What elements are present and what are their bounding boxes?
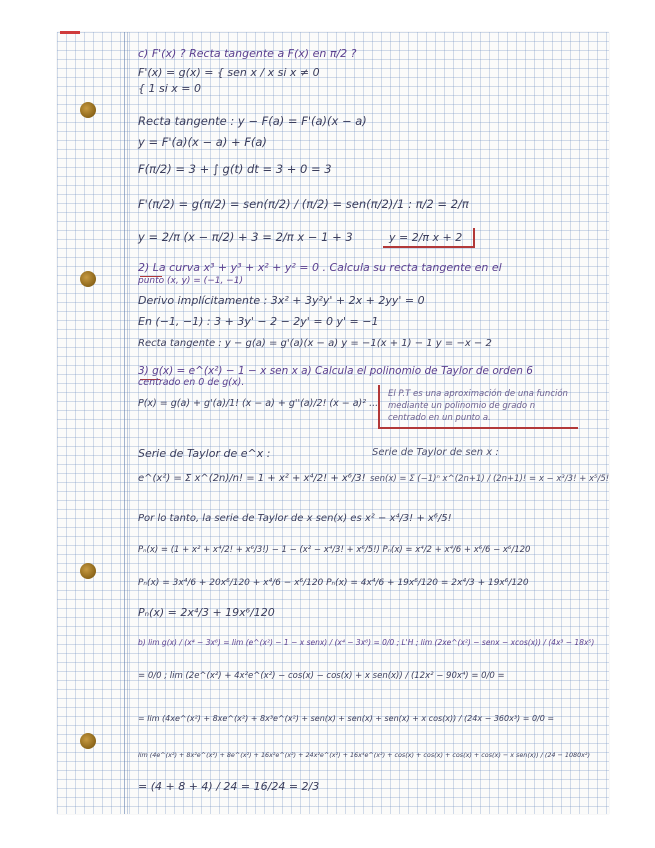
- line-limit-1: b) lim g(x) / (x⁴ − 3x⁶) = lim (e^(x²) − 1 − x senx) / (x⁴ − 3x⁶) = 0/0 ; L'H ; lim (2xe^(x²) − senx − xcos(x)) / (4x³ − 18x⁵): [138, 638, 595, 647]
- line-implicit-derivative: Derivo implícitamente : 3x² + 3y²y' + 2x + 2yy' = 0: [138, 294, 425, 307]
- side-series-formula: sen(x) = Σ (−1)ⁿ x^(2n+1) / (2n+1)! = x − x³/3! + x⁵/5!: [370, 474, 610, 484]
- line-taylor-ex-title: Serie de Taylor de e^x :: [138, 447, 271, 460]
- line-c-heading: c) F'(x) ? Recta tangente a F(x) en π/2 ?: [138, 47, 357, 60]
- binder-hole-3: [80, 563, 96, 579]
- page-corner-accent: [60, 31, 80, 34]
- side-note-definition: El P.T es una aproximación de una función mediante un polinomio de grado n centrado en un punto a.: [378, 385, 578, 429]
- binder-hole-4: [80, 733, 96, 749]
- line-limit-3: = lim (4xe^(x²) + 8xe^(x²) + 8x³e^(x²) + sen(x) + sen(x) + sen(x) + x cos(x)) / (24x − 360x³) = 0/0 =: [138, 714, 555, 723]
- line-tangent-formula: Recta tangente : y − F(a) = F'(a)(x − a): [138, 114, 367, 128]
- binder-hole-1: [80, 102, 96, 118]
- line-limit-result: = (4 + 8 + 4) / 24 = 16/24 = 2/3: [138, 780, 320, 793]
- line-F-value: F(π/2) = 3 + ∫ g(t) dt = 3 + 0 = 3: [138, 162, 332, 176]
- line-taylor-ex-series: e^(x²) = Σ x^(2n)/n! = 1 + x² + x⁴/2! + x⁶/3!: [138, 473, 366, 484]
- line-tangent-rearranged: y = F'(a)(x − a) + F(a): [138, 135, 267, 149]
- line-limit-4: lim (4e^(x²) + 8x²e^(x²) + 8e^(x²) + 16x²e^(x²) + 24x²e^(x²) + 16x⁴e^(x²) + cos(x) + cos(x) + cos(x) + cos(x) − x sen(x)) / (24 − 1080x²): [138, 751, 590, 759]
- line-tangent-line-2: Recta tangente : y − g(a) = g'(a)(x − a) y = −1(x + 1) − 1 y = −x − 2: [138, 338, 492, 349]
- side-series-title: Serie de Taylor de sen x :: [372, 447, 499, 458]
- line-polynomial-step-1: Pₙ(x) = (1 + x² + x⁴/2! + x⁶/3!) − 1 − (x² − x⁴/3! + x⁶/5!) Pₙ(x) = x⁴/2 + x⁴/6 + x⁶/6 − x⁶/120: [138, 545, 531, 555]
- line-polynomial-result: Pₙ(x) = 2x⁴/3 + 19x⁶/120: [138, 606, 275, 619]
- line-tangent-result: y = 2/π (x − π/2) + 3 = 2/π x − 1 + 3: [138, 230, 353, 244]
- margin-line: [124, 32, 125, 814]
- line-problem-3-cont: centrado en 0 de g(x).: [138, 377, 245, 388]
- line-limit-2: = 0/0 ; lim (2e^(x²) + 4x²e^(x²) − cos(x) − cos(x) + x sen(x)) / (12x² − 90x⁴) = 0/0 =: [138, 671, 505, 681]
- line-Fprime-value: F'(π/2) = g(π/2) = sen(π/2) / (π/2) = sen(π/2)/1 : π/2 = 2/π: [138, 197, 469, 211]
- line-derivative-definition: F'(x) = g(x) = { sen x / x si x ≠ 0: [138, 66, 320, 79]
- line-taylor-general: P(x) = g(a) + g'(a)/1! (x − a) + g''(a)/2! (x − a)² ...: [138, 398, 379, 409]
- line-problem-3: 3) g(x) = e^(x²) − 1 − x sen x a) Calcula el polinomio de Taylor de orden 6: [138, 365, 533, 377]
- margin-line-secondary: [127, 32, 128, 814]
- answer-box-tangent: y = 2/π x + 2: [383, 228, 475, 248]
- line-derivative-definition-case2: { 1 si x = 0: [138, 82, 201, 95]
- line-problem-2: 2) La curva x³ + y³ + x² + y² = 0 . Calcula su recta tangente en el: [138, 261, 502, 274]
- line-evaluate-point: En (−1, −1) : 3 + 3y' − 2 − 2y' = 0 y' = −1: [138, 315, 379, 328]
- line-problem-2-point: punto (x, y) = (−1, −1): [138, 276, 243, 286]
- binder-hole-2: [80, 271, 96, 287]
- line-xsenx-series: Por lo tanto, la serie de Taylor de x sen(x) es x² − x⁴/3! + x⁶/5!: [138, 513, 452, 524]
- line-polynomial-step-2: Pₙ(x) = 3x⁴/6 + 20x⁶/120 + x⁴/6 − x⁶/120 Pₙ(x) = 4x⁴/6 + 19x⁶/120 = 2x⁴/3 + 19x⁶/120: [138, 578, 529, 588]
